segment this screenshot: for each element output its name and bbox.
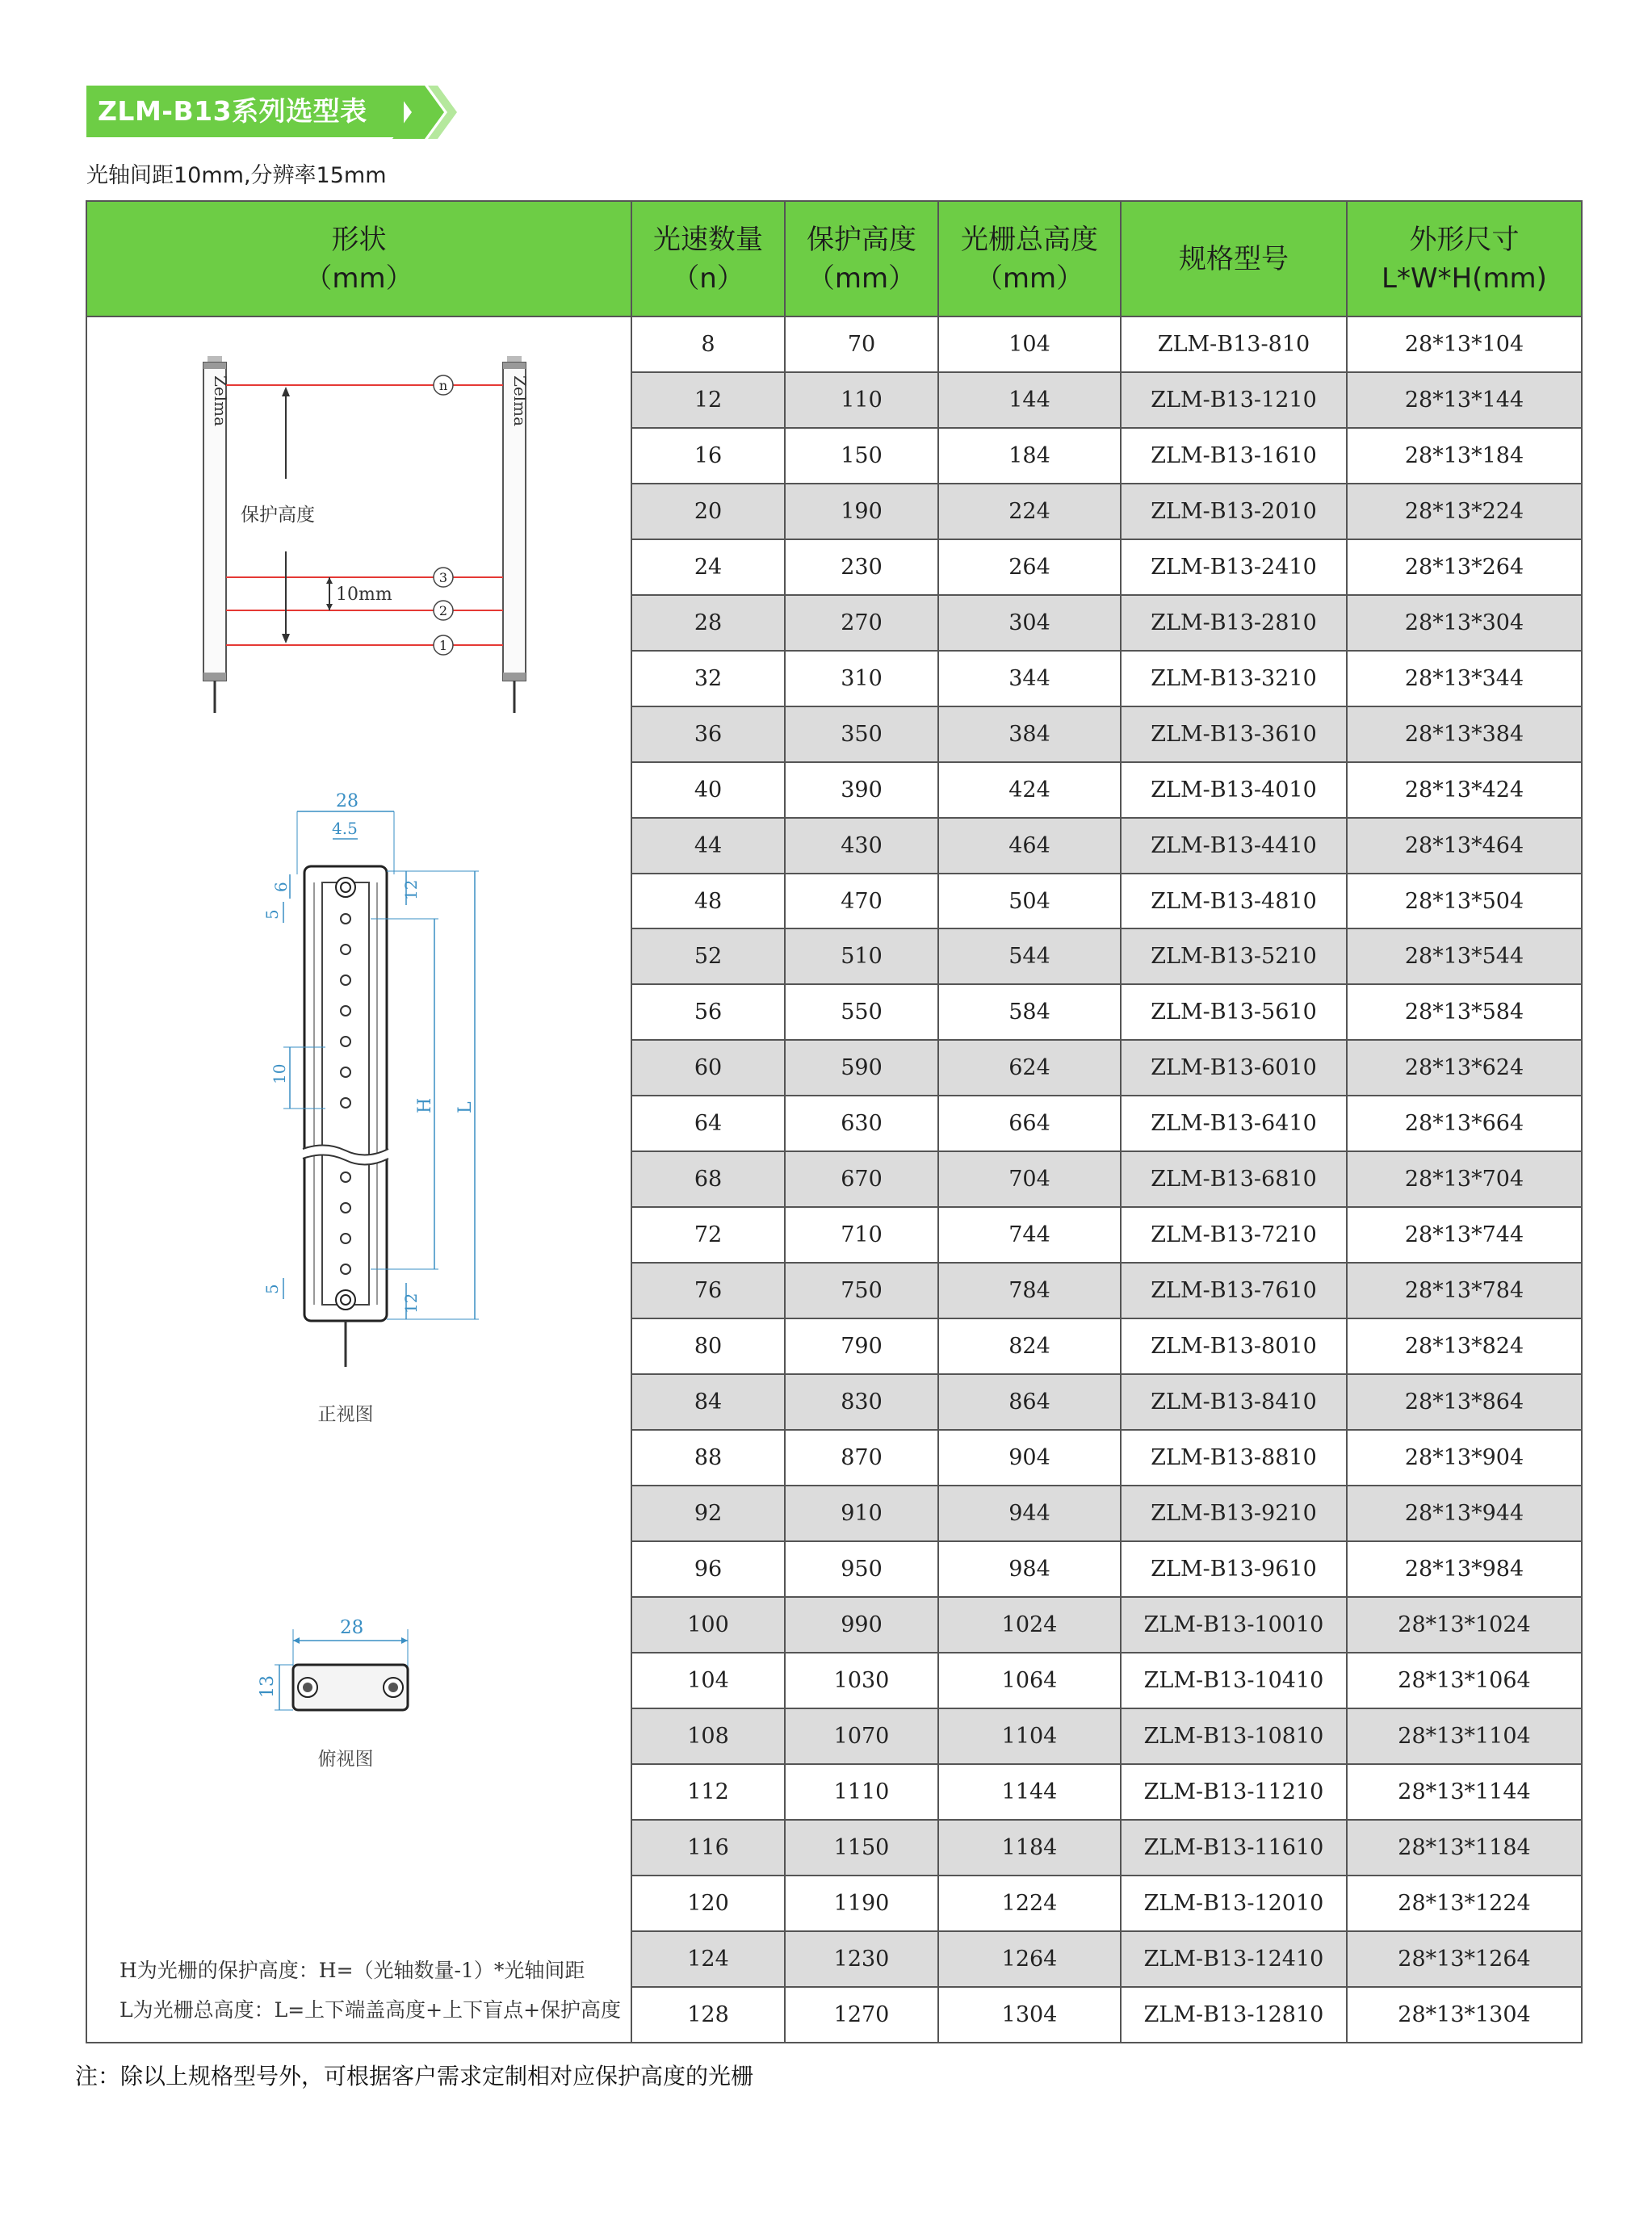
- model-cell: ZLM-B13-10010: [1121, 1597, 1347, 1653]
- total-height-cell: 1144: [938, 1764, 1121, 1820]
- dimensions-cell: 28*13*344: [1347, 651, 1582, 706]
- total-height-cell: 304: [938, 595, 1121, 651]
- protect-height-cell: 950: [785, 1541, 938, 1597]
- dimensions-cell: 28*13*904: [1347, 1430, 1582, 1486]
- table-header-row: [86, 201, 1582, 316]
- total-height-cell: 864: [938, 1374, 1121, 1430]
- beam-count-cell: 16: [631, 428, 785, 484]
- svg-text:12: 12: [401, 879, 421, 900]
- protect-height-cell: 830: [785, 1374, 938, 1430]
- total-height-cell: 1224: [938, 1876, 1121, 1931]
- dimensions-cell: 28*13*784: [1347, 1263, 1582, 1318]
- beam-count-cell: 80: [631, 1318, 785, 1374]
- beam-count-cell: 92: [631, 1486, 785, 1541]
- beam-count-cell: 96: [631, 1541, 785, 1597]
- protect-height-cell: 710: [785, 1207, 938, 1263]
- total-height-cell: 744: [938, 1207, 1121, 1263]
- model-cell: ZLM-B13-12410: [1121, 1931, 1347, 1987]
- dimensions-cell: 28*13*1104: [1347, 1708, 1582, 1764]
- protect-height-cell: 310: [785, 651, 938, 706]
- beam-count-cell: 112: [631, 1764, 785, 1820]
- front-view-drawing: [262, 791, 479, 1367]
- protect-height-cell: 70: [785, 316, 938, 372]
- svg-text:2: 2: [438, 603, 448, 618]
- model-cell: ZLM-B13-3610: [1121, 706, 1347, 762]
- protect-height-cell: 470: [785, 874, 938, 929]
- total-height-cell: 944: [938, 1486, 1121, 1541]
- total-height-cell: 464: [938, 818, 1121, 874]
- total-height-cell: 504: [938, 874, 1121, 929]
- protect-height-cell: 870: [785, 1430, 938, 1486]
- beam-count-cell: 120: [631, 1876, 785, 1931]
- dimensions-cell: 28*13*184: [1347, 428, 1582, 484]
- beam-count-cell: 48: [631, 874, 785, 929]
- model-cell: ZLM-B13-7210: [1121, 1207, 1347, 1263]
- beam-count-cell: 108: [631, 1708, 785, 1764]
- model-cell: ZLM-B13-10810: [1121, 1708, 1347, 1764]
- beam-count-cell: 12: [631, 372, 785, 428]
- model-cell: ZLM-B13-4810: [1121, 874, 1347, 929]
- model-cell: ZLM-B13-12810: [1121, 1987, 1347, 2043]
- svg-text:H: H: [415, 1097, 435, 1113]
- model-cell: ZLM-B13-9610: [1121, 1541, 1347, 1597]
- protect-height-cell: 390: [785, 762, 938, 818]
- front-view-label: 正视图: [317, 1404, 374, 1425]
- beam-count-cell: 44: [631, 818, 785, 874]
- dimensions-cell: 28*13*144: [1347, 372, 1582, 428]
- model-cell: ZLM-B13-5610: [1121, 984, 1347, 1040]
- beam-count-cell: 100: [631, 1597, 785, 1653]
- brand-left: Zelma: [211, 375, 230, 427]
- protect-height-cell: 670: [785, 1151, 938, 1207]
- total-height-cell: 264: [938, 539, 1121, 595]
- beam-count-cell: 116: [631, 1820, 785, 1876]
- total-height-cell: 104: [938, 316, 1121, 372]
- model-cell: ZLM-B13-1210: [1121, 372, 1347, 428]
- dimensions-cell: 28*13*544: [1347, 928, 1582, 984]
- beam-count-cell: 60: [631, 1040, 785, 1096]
- model-cell: ZLM-B13-9210: [1121, 1486, 1347, 1541]
- total-height-cell: 664: [938, 1096, 1121, 1151]
- total-height-cell: 624: [938, 1040, 1121, 1096]
- total-height-cell: 144: [938, 372, 1121, 428]
- dimensions-cell: 28*13*944: [1347, 1486, 1582, 1541]
- protect-height-cell: 990: [785, 1597, 938, 1653]
- total-height-cell: 824: [938, 1318, 1121, 1374]
- total-height-cell: 984: [938, 1541, 1121, 1597]
- model-cell: ZLM-B13-6010: [1121, 1040, 1347, 1096]
- svg-text:L: L: [455, 1101, 476, 1113]
- protect-height-cell: 1230: [785, 1931, 938, 1987]
- beam-count-cell: 84: [631, 1374, 785, 1430]
- svg-text:5: 5: [262, 1284, 282, 1294]
- dimensions-cell: 28*13*824: [1347, 1318, 1582, 1374]
- beam-count-cell: 88: [631, 1430, 785, 1486]
- dimensions-cell: 28*13*224: [1347, 484, 1582, 539]
- model-cell: ZLM-B13-2410: [1121, 539, 1347, 595]
- model-cell: ZLM-B13-4410: [1121, 818, 1347, 874]
- header-protect-height: 保护高度 （mm）: [785, 201, 938, 316]
- light-curtain-pair: [203, 356, 530, 713]
- svg-text:12: 12: [401, 1293, 421, 1314]
- svg-text:3: 3: [438, 570, 448, 585]
- spec-table: [86, 200, 1583, 2043]
- dimensions-cell: 28*13*1144: [1347, 1764, 1582, 1820]
- beam-count-cell: 20: [631, 484, 785, 539]
- dimensions-cell: 28*13*1264: [1347, 1931, 1582, 1987]
- dimensions-cell: 28*13*384: [1347, 706, 1582, 762]
- model-cell: ZLM-B13-8410: [1121, 1374, 1347, 1430]
- protect-height-cell: 750: [785, 1263, 938, 1318]
- total-height-cell: 784: [938, 1263, 1121, 1318]
- shape-diagram-cell: [86, 316, 631, 2043]
- protect-height-label: 保护高度: [241, 505, 315, 526]
- total-height-cell: 1264: [938, 1931, 1121, 1987]
- protect-height-cell: 1270: [785, 1987, 938, 2043]
- dimensions-cell: 28*13*704: [1347, 1151, 1582, 1207]
- dimensions-cell: 28*13*864: [1347, 1374, 1582, 1430]
- protect-height-cell: 350: [785, 706, 938, 762]
- protect-height-cell: 1030: [785, 1653, 938, 1708]
- total-height-cell: 1304: [938, 1987, 1121, 2043]
- dimensions-cell: 28*13*104: [1347, 316, 1582, 372]
- model-cell: ZLM-B13-7610: [1121, 1263, 1347, 1318]
- svg-text:10: 10: [270, 1063, 289, 1084]
- beam-count-cell: 128: [631, 1987, 785, 2043]
- protect-height-cell: 790: [785, 1318, 938, 1374]
- protect-height-cell: 590: [785, 1040, 938, 1096]
- subtitle: 光轴间距10mm,分辨率15mm: [86, 163, 387, 188]
- dimensions-cell: 28*13*664: [1347, 1096, 1582, 1151]
- total-height-cell: 904: [938, 1430, 1121, 1486]
- protect-height-cell: 1190: [785, 1876, 938, 1931]
- total-height-cell: 544: [938, 928, 1121, 984]
- protect-height-cell: 510: [785, 928, 938, 984]
- dimensions-cell: 28*13*464: [1347, 818, 1582, 874]
- top-view-drawing: [258, 1617, 408, 1710]
- dimensions-cell: 28*13*1064: [1347, 1653, 1582, 1708]
- dimensions-cell: 28*13*984: [1347, 1541, 1582, 1597]
- protect-height-cell: 190: [785, 484, 938, 539]
- svg-text:4.5: 4.5: [332, 819, 358, 838]
- dimensions-cell: 28*13*264: [1347, 539, 1582, 595]
- protect-height-cell: 1150: [785, 1820, 938, 1876]
- total-height-cell: 1064: [938, 1653, 1121, 1708]
- total-height-cell: 1024: [938, 1597, 1121, 1653]
- dimensions-cell: 28*13*1224: [1347, 1876, 1582, 1931]
- chevron-right-icon: [392, 86, 457, 139]
- protect-height-cell: 630: [785, 1096, 938, 1151]
- model-cell: ZLM-B13-11210: [1121, 1764, 1347, 1820]
- page-title: ZLM-B13系列选型表: [86, 86, 404, 137]
- beam-count-cell: 24: [631, 539, 785, 595]
- model-cell: ZLM-B13-4010: [1121, 762, 1347, 818]
- beam-count-cell: 104: [631, 1653, 785, 1708]
- model-cell: ZLM-B13-2010: [1121, 484, 1347, 539]
- dimensions-cell: 28*13*1024: [1347, 1597, 1582, 1653]
- header-beam-count: 光速数量 （n）: [631, 201, 785, 316]
- beam-count-cell: 76: [631, 1263, 785, 1318]
- header-total-height: 光栅总高度 （mm）: [938, 201, 1121, 316]
- protect-height-cell: 550: [785, 984, 938, 1040]
- protect-height-cell: 150: [785, 428, 938, 484]
- header-dimensions: 外形尺寸 L*W*H(mm): [1347, 201, 1582, 316]
- dimensions-cell: 28*13*424: [1347, 762, 1582, 818]
- model-cell: ZLM-B13-11610: [1121, 1820, 1347, 1876]
- brand-right: Zelma: [510, 375, 530, 427]
- total-height-cell: 1184: [938, 1820, 1121, 1876]
- beam-count-cell: 36: [631, 706, 785, 762]
- svg-text:5: 5: [262, 909, 282, 920]
- total-height-cell: 224: [938, 484, 1121, 539]
- model-cell: ZLM-B13-6410: [1121, 1096, 1347, 1151]
- total-height-cell: 1104: [938, 1708, 1121, 1764]
- beam-count-cell: 72: [631, 1207, 785, 1263]
- footnote: 注：除以上规格型号外，可根据客户需求定制相对应保护高度的光栅: [75, 2063, 754, 2089]
- model-cell: ZLM-B13-10410: [1121, 1653, 1347, 1708]
- light-curtain-diagram: [87, 317, 629, 2042]
- table-row: [86, 316, 1582, 372]
- dimensions-cell: 28*13*304: [1347, 595, 1582, 651]
- dimensions-cell: 28*13*624: [1347, 1040, 1582, 1096]
- header-shape: 形状 （mm）: [86, 201, 631, 316]
- model-cell: ZLM-B13-12010: [1121, 1876, 1347, 1931]
- beam-count-cell: 32: [631, 651, 785, 706]
- svg-text:1: 1: [438, 638, 448, 653]
- total-height-cell: 384: [938, 706, 1121, 762]
- svg-text:28: 28: [336, 791, 358, 811]
- svg-text:28: 28: [340, 1617, 364, 1638]
- dimensions-cell: 28*13*744: [1347, 1207, 1582, 1263]
- beam-count-cell: 64: [631, 1096, 785, 1151]
- protect-height-cell: 110: [785, 372, 938, 428]
- model-cell: ZLM-B13-5210: [1121, 928, 1347, 984]
- svg-text:13: 13: [258, 1675, 278, 1698]
- protect-height-cell: 270: [785, 595, 938, 651]
- beam-count-cell: 124: [631, 1931, 785, 1987]
- protect-height-cell: 910: [785, 1486, 938, 1541]
- beam-count-cell: 40: [631, 762, 785, 818]
- header-model: 规格型号: [1121, 201, 1347, 316]
- dimensions-cell: 28*13*1304: [1347, 1987, 1582, 2043]
- svg-text:n: n: [438, 378, 448, 393]
- model-cell: ZLM-B13-8010: [1121, 1318, 1347, 1374]
- total-height-cell: 704: [938, 1151, 1121, 1207]
- formula-l: L为光栅总高度：L=上下端盖高度+上下盲点+保护高度: [119, 1998, 622, 2022]
- beam-count-cell: 56: [631, 984, 785, 1040]
- beam-count-cell: 8: [631, 316, 785, 372]
- formula-h: H为光栅的保护高度：H=（光轴数量-1）*光轴间距: [119, 1959, 585, 1982]
- total-height-cell: 424: [938, 762, 1121, 818]
- beam-count-cell: 68: [631, 1151, 785, 1207]
- pitch-label: 10mm: [336, 585, 392, 605]
- model-cell: ZLM-B13-2810: [1121, 595, 1347, 651]
- protect-height-cell: 1070: [785, 1708, 938, 1764]
- protect-height-cell: 1110: [785, 1764, 938, 1820]
- protect-height-cell: 230: [785, 539, 938, 595]
- total-height-cell: 584: [938, 984, 1121, 1040]
- beam-count-cell: 52: [631, 928, 785, 984]
- total-height-cell: 184: [938, 428, 1121, 484]
- model-cell: ZLM-B13-810: [1121, 316, 1347, 372]
- dimensions-cell: 28*13*1184: [1347, 1820, 1582, 1876]
- model-cell: ZLM-B13-1610: [1121, 428, 1347, 484]
- dimensions-cell: 28*13*584: [1347, 984, 1582, 1040]
- model-cell: ZLM-B13-8810: [1121, 1430, 1347, 1486]
- protect-height-cell: 430: [785, 818, 938, 874]
- model-cell: ZLM-B13-3210: [1121, 651, 1347, 706]
- model-cell: ZLM-B13-6810: [1121, 1151, 1347, 1207]
- top-view-label: 俯视图: [317, 1749, 374, 1770]
- svg-text:6: 6: [271, 882, 291, 892]
- beam-count-cell: 28: [631, 595, 785, 651]
- dimensions-cell: 28*13*504: [1347, 874, 1582, 929]
- total-height-cell: 344: [938, 651, 1121, 706]
